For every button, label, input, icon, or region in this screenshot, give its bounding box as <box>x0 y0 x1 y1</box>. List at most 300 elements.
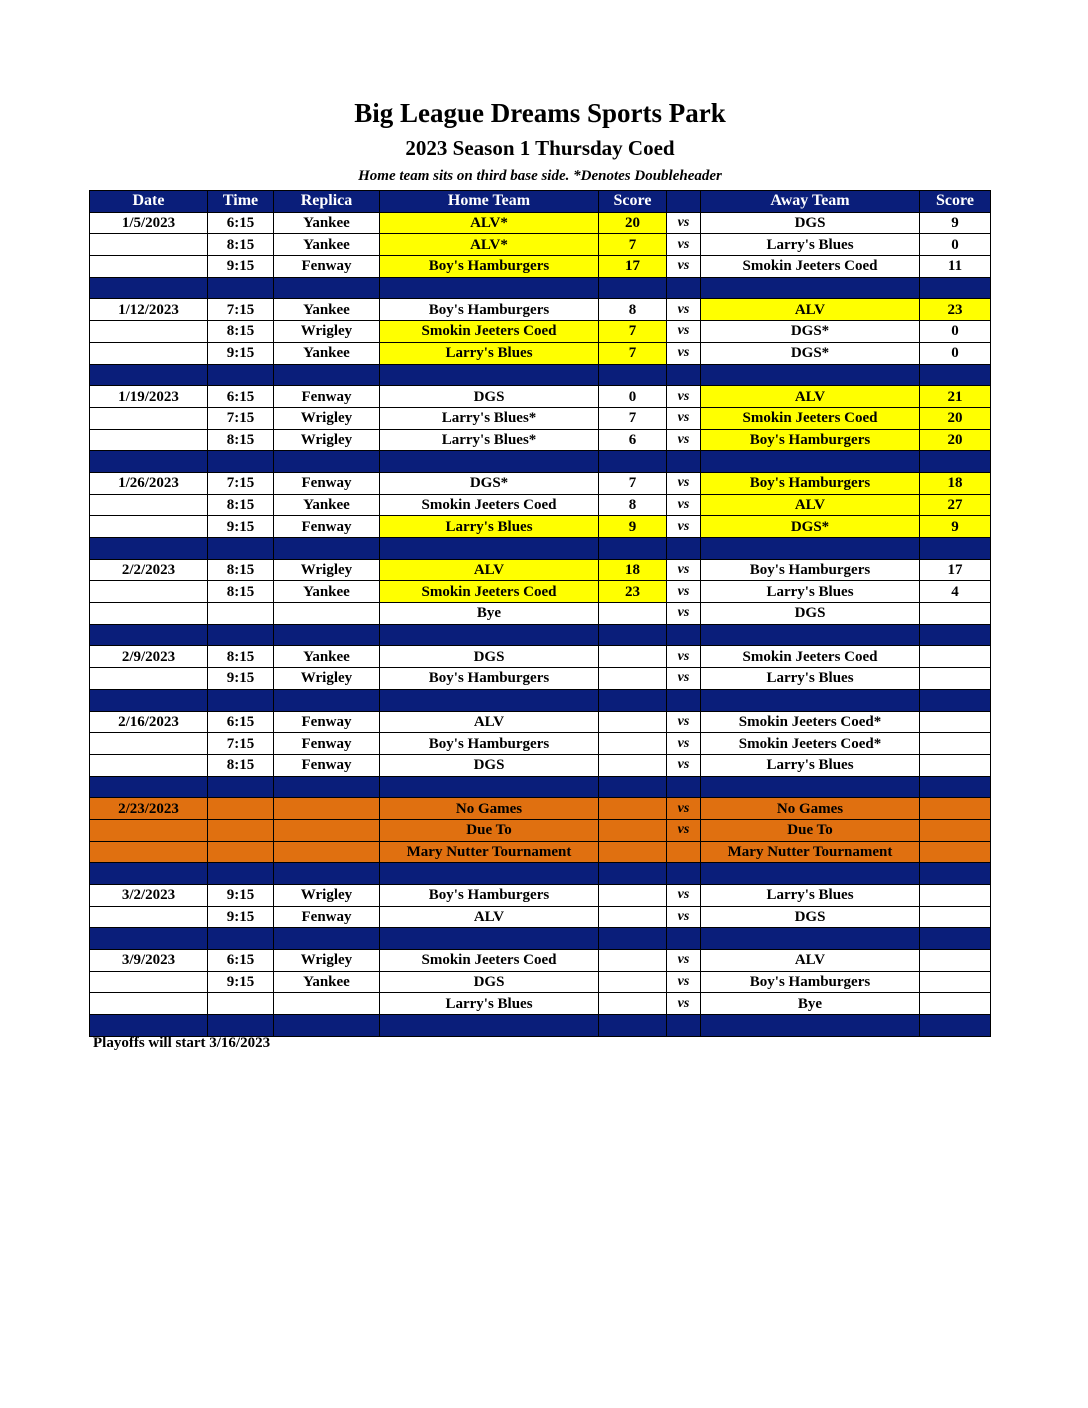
separator-cell <box>90 538 208 560</box>
separator-cell <box>701 928 920 950</box>
cell-home-team: ALV* <box>380 212 599 234</box>
cell-away-team: Larry's Blues <box>701 885 920 907</box>
cell-home-score <box>599 798 667 820</box>
game-row <box>90 234 991 256</box>
cell-away-score <box>920 950 991 972</box>
cell-vs: vs <box>667 386 701 408</box>
week-separator <box>90 928 991 950</box>
cell-away-score <box>920 798 991 820</box>
cell-away-team: Boy's Hamburgers <box>701 472 920 494</box>
cell-date: 1/12/2023 <box>90 299 208 321</box>
cell-away-team: Smokin Jeeters Coed <box>701 646 920 668</box>
cell-home-score: 6 <box>599 429 667 451</box>
cell-home-score: 9 <box>599 516 667 538</box>
cell-date <box>90 733 208 755</box>
cell-time: 6:15 <box>208 212 274 234</box>
cell-time: 8:15 <box>208 559 274 581</box>
cell-time: 6:15 <box>208 950 274 972</box>
cell-away-score <box>920 603 991 625</box>
separator-cell <box>274 364 380 386</box>
separator-cell <box>920 863 991 885</box>
header-date: Date <box>90 191 208 213</box>
week-separator <box>90 451 991 473</box>
cell-replica: Wrigley <box>274 950 380 972</box>
cell-away-team: DGS <box>701 603 920 625</box>
cell-date <box>90 993 208 1015</box>
week-separator <box>90 776 991 798</box>
cell-home-score: 7 <box>599 321 667 343</box>
week-separator <box>90 538 991 560</box>
separator-cell <box>920 1015 991 1037</box>
separator-cell <box>667 624 701 646</box>
week-separator <box>90 689 991 711</box>
separator-cell <box>667 776 701 798</box>
cell-home-team: DGS <box>380 971 599 993</box>
cell-vs: vs <box>667 581 701 603</box>
cell-away-team: DGS* <box>701 321 920 343</box>
cell-date <box>90 819 208 841</box>
cell-replica: Fenway <box>274 256 380 278</box>
separator-cell <box>274 863 380 885</box>
header-away-team: Away Team <box>701 191 920 213</box>
cell-away-score <box>920 971 991 993</box>
game-row <box>90 429 991 451</box>
separator-cell <box>667 928 701 950</box>
cell-home-score <box>599 971 667 993</box>
cell-away-score: 0 <box>920 234 991 256</box>
cell-home-team: ALV* <box>380 234 599 256</box>
game-row <box>90 733 991 755</box>
cell-away-team: DGS <box>701 212 920 234</box>
game-row <box>90 407 991 429</box>
cell-vs: vs <box>667 299 701 321</box>
cell-home-score <box>599 819 667 841</box>
separator-cell <box>701 277 920 299</box>
separator-cell <box>667 689 701 711</box>
cell-home-team: DGS <box>380 754 599 776</box>
separator-cell <box>599 863 667 885</box>
separator-cell <box>599 538 667 560</box>
cell-replica: Wrigley <box>274 321 380 343</box>
cell-date <box>90 841 208 863</box>
separator-cell <box>380 364 599 386</box>
cell-time <box>208 993 274 1015</box>
cell-date <box>90 754 208 776</box>
cell-vs: vs <box>667 407 701 429</box>
game-row <box>90 885 991 907</box>
header-away-score: Score <box>920 191 991 213</box>
cell-away-team: Mary Nutter Tournament <box>701 841 920 863</box>
cell-home-score: 0 <box>599 386 667 408</box>
cell-vs: vs <box>667 885 701 907</box>
cell-vs: vs <box>667 798 701 820</box>
cell-time: 6:15 <box>208 386 274 408</box>
cell-vs: vs <box>667 429 701 451</box>
cell-away-team: Boy's Hamburgers <box>701 429 920 451</box>
cell-home-team: Mary Nutter Tournament <box>380 841 599 863</box>
cell-home-team: Smokin Jeeters Coed <box>380 950 599 972</box>
cell-away-team: Larry's Blues <box>701 754 920 776</box>
cell-replica: Fenway <box>274 472 380 494</box>
playoffs-note: Playoffs will start 3/16/2023 <box>93 1035 271 1051</box>
cell-away-score: 21 <box>920 386 991 408</box>
cell-replica <box>274 603 380 625</box>
separator-cell <box>274 538 380 560</box>
cell-home-score <box>599 993 667 1015</box>
cell-date: 1/19/2023 <box>90 386 208 408</box>
cell-vs: vs <box>667 559 701 581</box>
separator-cell <box>667 451 701 473</box>
cell-vs: vs <box>667 711 701 733</box>
cell-replica: Wrigley <box>274 668 380 690</box>
game-row <box>90 993 991 1015</box>
separator-cell <box>701 624 920 646</box>
cell-replica: Fenway <box>274 386 380 408</box>
separator-cell <box>667 277 701 299</box>
separator-cell <box>90 277 208 299</box>
cell-away-score: 0 <box>920 321 991 343</box>
separator-cell <box>274 277 380 299</box>
separator-cell <box>599 928 667 950</box>
cell-home-score: 7 <box>599 407 667 429</box>
cell-vs: vs <box>667 906 701 928</box>
header-home-score: Score <box>599 191 667 213</box>
cell-away-score: 9 <box>920 516 991 538</box>
cell-home-team: Boy's Hamburgers <box>380 733 599 755</box>
cell-time: 9:15 <box>208 668 274 690</box>
separator-cell <box>90 624 208 646</box>
cell-home-score: 17 <box>599 256 667 278</box>
cell-date <box>90 603 208 625</box>
schedule-note: Home team sits on third base side. *Denotes Doubleheader <box>358 168 722 184</box>
cell-replica: Fenway <box>274 906 380 928</box>
separator-cell <box>208 776 274 798</box>
cell-away-score <box>920 668 991 690</box>
game-row <box>90 711 991 733</box>
cell-replica: Yankee <box>274 494 380 516</box>
separator-cell <box>274 624 380 646</box>
separator-cell <box>208 863 274 885</box>
cell-home-team: Smokin Jeeters Coed <box>380 321 599 343</box>
cell-time: 7:15 <box>208 299 274 321</box>
separator-cell <box>90 689 208 711</box>
cell-home-score <box>599 733 667 755</box>
separator-cell <box>208 928 274 950</box>
cell-time: 9:15 <box>208 906 274 928</box>
cell-home-team: Larry's Blues* <box>380 429 599 451</box>
header-time: Time <box>208 191 274 213</box>
game-row <box>90 256 991 278</box>
cell-away-team: No Games <box>701 798 920 820</box>
separator-cell <box>920 689 991 711</box>
cell-away-score: 17 <box>920 559 991 581</box>
separator-cell <box>208 538 274 560</box>
game-row <box>90 212 991 234</box>
game-row <box>90 906 991 928</box>
cell-vs: vs <box>667 494 701 516</box>
cell-home-score: 18 <box>599 559 667 581</box>
cell-date: 2/16/2023 <box>90 711 208 733</box>
separator-cell <box>599 364 667 386</box>
cell-vs: vs <box>667 819 701 841</box>
cell-home-team: DGS <box>380 386 599 408</box>
cell-time: 8:15 <box>208 321 274 343</box>
separator-cell <box>599 451 667 473</box>
separator-cell <box>599 776 667 798</box>
cell-date: 3/2/2023 <box>90 885 208 907</box>
cell-vs: vs <box>667 212 701 234</box>
cell-away-team: DGS* <box>701 516 920 538</box>
cell-home-score: 7 <box>599 234 667 256</box>
cell-replica: Yankee <box>274 646 380 668</box>
cell-away-team: Larry's Blues <box>701 581 920 603</box>
cell-vs: vs <box>667 603 701 625</box>
cell-home-team: ALV <box>380 559 599 581</box>
separator-cell <box>599 624 667 646</box>
cell-time: 8:15 <box>208 754 274 776</box>
cell-date <box>90 234 208 256</box>
cell-home-team: No Games <box>380 798 599 820</box>
cell-time: 7:15 <box>208 733 274 755</box>
cell-time: 8:15 <box>208 234 274 256</box>
schedule-body <box>90 212 991 1036</box>
cell-home-score: 8 <box>599 494 667 516</box>
cell-away-team: Smokin Jeeters Coed <box>701 256 920 278</box>
cell-away-score: 20 <box>920 429 991 451</box>
separator-cell <box>274 451 380 473</box>
separator-cell <box>380 928 599 950</box>
cell-home-score <box>599 646 667 668</box>
cell-replica <box>274 798 380 820</box>
cell-home-team: Larry's Blues* <box>380 407 599 429</box>
cell-replica: Fenway <box>274 711 380 733</box>
cell-home-team: Bye <box>380 603 599 625</box>
cell-away-team: Boy's Hamburgers <box>701 971 920 993</box>
cell-away-team: Larry's Blues <box>701 234 920 256</box>
separator-cell <box>701 451 920 473</box>
cell-vs: vs <box>667 321 701 343</box>
separator-cell <box>667 1015 701 1037</box>
separator-cell <box>380 776 599 798</box>
cell-date: 1/26/2023 <box>90 472 208 494</box>
no-games-row <box>90 798 991 820</box>
separator-cell <box>380 451 599 473</box>
cell-date: 2/9/2023 <box>90 646 208 668</box>
cell-time: 8:15 <box>208 581 274 603</box>
cell-home-team: ALV <box>380 711 599 733</box>
cell-home-score <box>599 950 667 972</box>
week-separator <box>90 863 991 885</box>
cell-away-score <box>920 841 991 863</box>
header-home-team: Home Team <box>380 191 599 213</box>
cell-away-score <box>920 711 991 733</box>
header-replica: Replica <box>274 191 380 213</box>
cell-vs: vs <box>667 472 701 494</box>
cell-home-team: Larry's Blues <box>380 993 599 1015</box>
cell-vs: vs <box>667 754 701 776</box>
cell-date <box>90 668 208 690</box>
cell-away-score: 27 <box>920 494 991 516</box>
separator-cell <box>274 928 380 950</box>
cell-away-score: 20 <box>920 407 991 429</box>
game-row <box>90 581 991 603</box>
cell-replica: Yankee <box>274 212 380 234</box>
cell-away-score: 11 <box>920 256 991 278</box>
cell-away-team: DGS <box>701 906 920 928</box>
cell-date <box>90 342 208 364</box>
cell-away-score: 18 <box>920 472 991 494</box>
cell-date: 1/5/2023 <box>90 212 208 234</box>
game-row <box>90 559 991 581</box>
cell-replica: Fenway <box>274 733 380 755</box>
cell-replica: Yankee <box>274 342 380 364</box>
cell-away-score: 9 <box>920 212 991 234</box>
separator-cell <box>701 538 920 560</box>
game-row <box>90 472 991 494</box>
cell-replica: Yankee <box>274 234 380 256</box>
cell-time: 7:15 <box>208 407 274 429</box>
separator-cell <box>920 776 991 798</box>
cell-away-score <box>920 754 991 776</box>
cell-replica: Fenway <box>274 754 380 776</box>
separator-cell <box>90 928 208 950</box>
cell-vs <box>667 841 701 863</box>
game-row <box>90 299 991 321</box>
week-separator <box>90 624 991 646</box>
cell-home-team: DGS <box>380 646 599 668</box>
cell-away-team: DGS* <box>701 342 920 364</box>
separator-cell <box>90 776 208 798</box>
cell-replica <box>274 993 380 1015</box>
separator-cell <box>701 689 920 711</box>
separator-cell <box>920 928 991 950</box>
cell-away-team: Smokin Jeeters Coed* <box>701 733 920 755</box>
cell-time: 9:15 <box>208 256 274 278</box>
cell-replica: Wrigley <box>274 885 380 907</box>
game-row <box>90 321 991 343</box>
cell-home-team: Boy's Hamburgers <box>380 299 599 321</box>
separator-cell <box>380 863 599 885</box>
cell-home-score: 7 <box>599 342 667 364</box>
cell-replica: Yankee <box>274 299 380 321</box>
separator-cell <box>380 538 599 560</box>
cell-time: 9:15 <box>208 971 274 993</box>
separator-cell <box>90 863 208 885</box>
game-row <box>90 603 991 625</box>
cell-away-score <box>920 885 991 907</box>
cell-away-score: 0 <box>920 342 991 364</box>
cell-date <box>90 581 208 603</box>
cell-replica <box>274 819 380 841</box>
separator-cell <box>667 863 701 885</box>
separator-cell <box>208 451 274 473</box>
cell-time: 6:15 <box>208 711 274 733</box>
header-vs <box>667 191 701 213</box>
cell-away-score <box>920 993 991 1015</box>
separator-cell <box>274 689 380 711</box>
separator-cell <box>274 776 380 798</box>
cell-home-score <box>599 906 667 928</box>
cell-time <box>208 798 274 820</box>
cell-away-score <box>920 906 991 928</box>
cell-home-score <box>599 603 667 625</box>
cell-replica: Wrigley <box>274 559 380 581</box>
separator-cell <box>208 1015 274 1037</box>
cell-away-team: Smokin Jeeters Coed <box>701 407 920 429</box>
cell-date <box>90 494 208 516</box>
cell-vs: vs <box>667 342 701 364</box>
separator-cell <box>208 624 274 646</box>
separator-cell <box>90 364 208 386</box>
separator-cell <box>380 1015 599 1037</box>
cell-date <box>90 321 208 343</box>
week-separator <box>90 277 991 299</box>
cell-home-score <box>599 885 667 907</box>
cell-vs: vs <box>667 234 701 256</box>
week-separator <box>90 364 991 386</box>
cell-home-team: Smokin Jeeters Coed <box>380 581 599 603</box>
separator-cell <box>920 538 991 560</box>
separator-cell <box>599 277 667 299</box>
game-row <box>90 971 991 993</box>
separator-cell <box>380 624 599 646</box>
game-row <box>90 386 991 408</box>
cell-home-team: DGS* <box>380 472 599 494</box>
cell-replica: Fenway <box>274 516 380 538</box>
separator-cell <box>380 277 599 299</box>
cell-away-team: Due To <box>701 819 920 841</box>
separator-cell <box>599 1015 667 1037</box>
cell-home-team: ALV <box>380 906 599 928</box>
cell-away-team: ALV <box>701 299 920 321</box>
cell-date: 2/23/2023 <box>90 798 208 820</box>
cell-away-score: 4 <box>920 581 991 603</box>
cell-replica: Wrigley <box>274 407 380 429</box>
cell-home-score <box>599 754 667 776</box>
cell-time <box>208 819 274 841</box>
cell-replica: Yankee <box>274 971 380 993</box>
separator-cell <box>701 1015 920 1037</box>
cell-away-team: ALV <box>701 494 920 516</box>
cell-away-team: Smokin Jeeters Coed* <box>701 711 920 733</box>
cell-vs: vs <box>667 668 701 690</box>
cell-vs: vs <box>667 516 701 538</box>
cell-vs: vs <box>667 993 701 1015</box>
cell-away-team: Boy's Hamburgers <box>701 559 920 581</box>
separator-cell <box>599 689 667 711</box>
cell-away-team: ALV <box>701 950 920 972</box>
cell-home-score <box>599 841 667 863</box>
game-row <box>90 950 991 972</box>
cell-away-score: 23 <box>920 299 991 321</box>
separator-cell <box>380 689 599 711</box>
separator-cell <box>920 451 991 473</box>
cell-time <box>208 603 274 625</box>
cell-date <box>90 429 208 451</box>
cell-time: 8:15 <box>208 429 274 451</box>
cell-vs: vs <box>667 646 701 668</box>
cell-away-score <box>920 646 991 668</box>
cell-date <box>90 256 208 278</box>
cell-home-team: Smokin Jeeters Coed <box>380 494 599 516</box>
cell-replica: Wrigley <box>274 429 380 451</box>
cell-home-team: Boy's Hamburgers <box>380 668 599 690</box>
cell-vs: vs <box>667 733 701 755</box>
separator-cell <box>701 863 920 885</box>
no-games-row <box>90 819 991 841</box>
cell-time: 9:15 <box>208 885 274 907</box>
header-row <box>90 191 991 213</box>
